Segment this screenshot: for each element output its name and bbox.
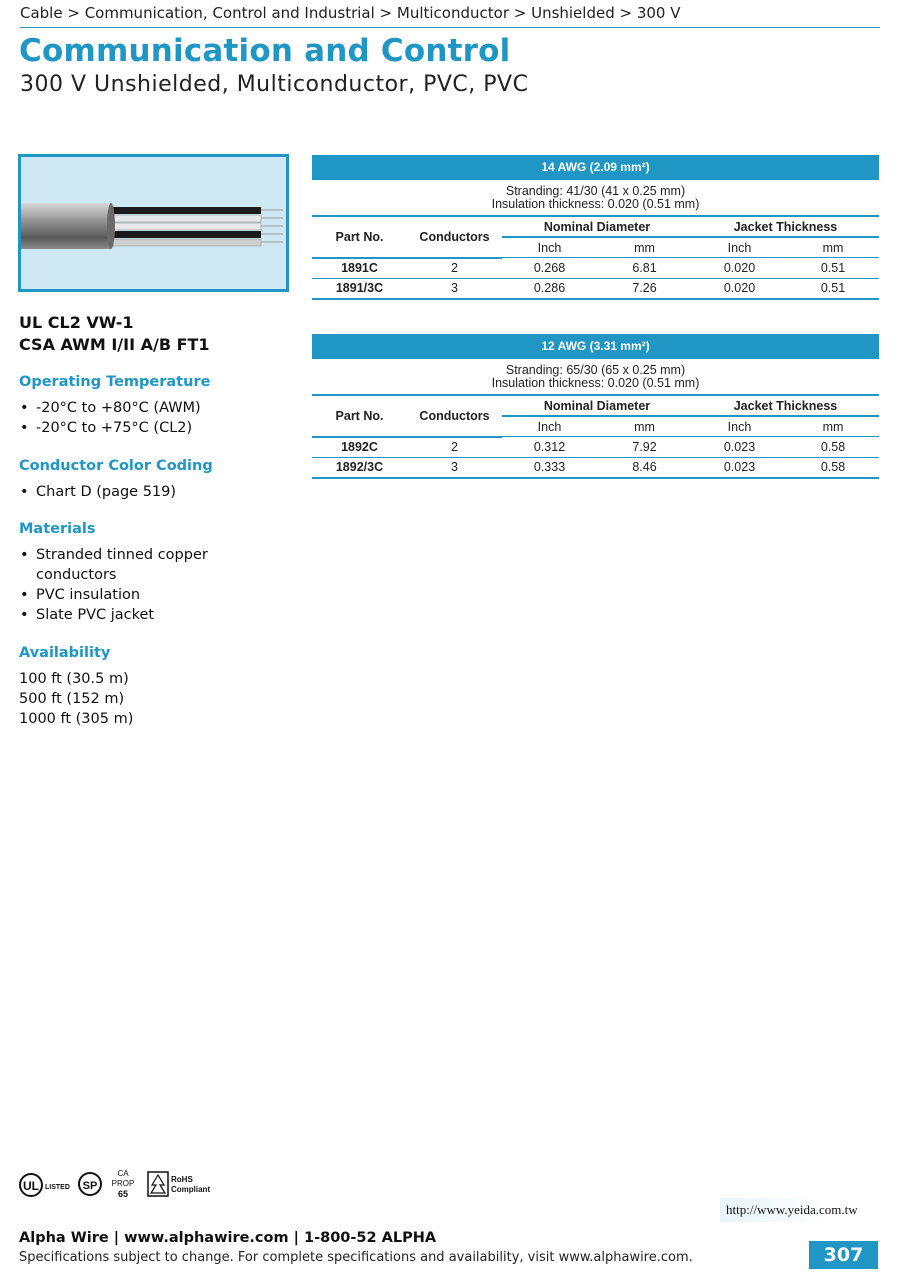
footer-brand: Alpha Wire | www.alphawire.com | 1-800-52 ALPHA [19, 1230, 437, 1246]
conductors-value: 3 [407, 278, 502, 299]
spec-table-12awg [312, 394, 879, 479]
cable-image [18, 154, 289, 292]
diameter-mm: 7.92 [597, 437, 692, 458]
diameter-inch: 0.286 [502, 278, 597, 299]
diameter-inch: 0.333 [502, 457, 597, 478]
svg-text:Compliant: Compliant [171, 1185, 211, 1194]
listings [19, 312, 210, 356]
col-inch: Inch [692, 416, 787, 437]
spec-table-14awg [312, 215, 879, 300]
col-inch: Inch [502, 237, 597, 258]
list-item: • Chart D (page 519) [19, 482, 176, 502]
col-conductors: Conductors [407, 395, 502, 437]
svg-text:SP: SP [82, 1180, 98, 1192]
awg-12-stranding [312, 364, 879, 390]
insulation-text: Insulation thickness: 0.020 (0.51 mm) [491, 376, 700, 390]
col-jacket-thickness: Jacket Thickness [692, 395, 879, 416]
jacket-mm: 0.51 [787, 278, 879, 299]
awg-12-header: 12 AWG (3.31 mm²) [312, 334, 879, 359]
jacket-inch: 0.023 [692, 457, 787, 478]
list-item: 1000 ft (305 m) [19, 711, 134, 727]
col-conductors: Conductors [407, 216, 502, 258]
diameter-mm: 6.81 [597, 258, 692, 279]
listing-csa: CSA AWM I/II A/B FT1 [19, 335, 210, 354]
col-nominal-diameter: Nominal Diameter [502, 395, 692, 416]
col-mm: mm [597, 416, 692, 437]
watermark-url[interactable]: http://www.yeida.com.tw [720, 1198, 878, 1222]
breadcrumb: Cable > Communication, Control and Industrial > Multiconductor > Unshielded > 300 V [20, 4, 880, 28]
list-item: • Slate PVC jacket [19, 605, 259, 625]
svg-text:65: 65 [117, 1189, 129, 1199]
list-item: 100 ft (30.5 m) [19, 671, 129, 687]
svg-text:UL: UL [23, 1179, 39, 1193]
diameter-inch: 0.312 [502, 437, 597, 458]
table-row [312, 258, 879, 279]
svg-text:PROP: PROP [111, 1179, 135, 1188]
col-part-no: Part No. [312, 216, 407, 258]
color-coding-list [19, 482, 176, 502]
jacket-mm: 0.51 [787, 258, 879, 279]
materials-list [19, 545, 259, 625]
svg-text:CA: CA [117, 1169, 129, 1178]
part-number: 1891/3C [312, 278, 407, 299]
part-number: 1892/3C [312, 457, 407, 478]
jacket-inch: 0.020 [692, 258, 787, 279]
certification-logos [19, 1167, 219, 1205]
materials-heading: Materials [19, 521, 96, 537]
stranding-text: Stranding: 41/30 (41 x 0.25 mm) [505, 184, 686, 198]
availability-heading: Availability [19, 645, 111, 661]
list-item: • -20°C to +80°C (AWM) [19, 398, 201, 418]
availability-list [19, 669, 133, 729]
list-item: • PVC insulation [19, 585, 259, 605]
ca-prop65-logo [112, 1169, 135, 1199]
csa-logo [79, 1173, 101, 1195]
col-part-no: Part No. [312, 395, 407, 437]
col-mm: mm [787, 416, 879, 437]
awg-14-stranding [312, 185, 879, 211]
diameter-mm: 7.26 [597, 278, 692, 299]
list-item: 500 ft (152 m) [19, 691, 125, 707]
ul-listed-logo [20, 1174, 70, 1196]
col-inch: Inch [692, 237, 787, 258]
list-item: • -20°C to +75°C (CL2) [19, 418, 201, 438]
color-coding-heading: Conductor Color Coding [19, 458, 213, 474]
listing-ul: UL CL2 VW-1 [19, 313, 134, 332]
col-mm: mm [787, 237, 879, 258]
table-row [312, 457, 879, 478]
list-item: • Stranded tinned copper conductors [19, 545, 259, 585]
diameter-mm: 8.46 [597, 457, 692, 478]
part-number: 1892C [312, 437, 407, 458]
part-number: 1891C [312, 258, 407, 279]
rohs-logo [148, 1172, 210, 1196]
conductors-value: 2 [407, 258, 502, 279]
operating-temperature-list [19, 398, 201, 438]
col-mm: mm [597, 237, 692, 258]
col-inch: Inch [502, 416, 597, 437]
jacket-mm: 0.58 [787, 437, 879, 458]
col-jacket-thickness: Jacket Thickness [692, 216, 879, 237]
diameter-inch: 0.268 [502, 258, 597, 279]
insulation-text: Insulation thickness: 0.020 (0.51 mm) [491, 197, 700, 211]
col-nominal-diameter: Nominal Diameter [502, 216, 692, 237]
awg-14-header: 14 AWG (2.09 mm²) [312, 155, 879, 180]
conductors-value: 3 [407, 457, 502, 478]
table-row [312, 437, 879, 458]
page-number: 307 [809, 1241, 878, 1269]
conductors-value: 2 [407, 437, 502, 458]
jacket-inch: 0.023 [692, 437, 787, 458]
cable-illustration [21, 157, 286, 289]
jacket-mm: 0.58 [787, 457, 879, 478]
stranding-text: Stranding: 65/30 (65 x 0.25 mm) [505, 363, 686, 377]
svg-text:LISTED: LISTED [45, 1184, 70, 1191]
footer-note: Specifications subject to change. For complete specifications and availability, visit www.alphawire.com. [19, 1250, 693, 1265]
jacket-inch: 0.020 [692, 278, 787, 299]
table-row [312, 278, 879, 299]
operating-temperature-heading: Operating Temperature [19, 374, 211, 390]
page-title: Communication and Control [19, 33, 511, 69]
svg-text:RoHS: RoHS [171, 1175, 193, 1184]
page-subtitle: 300 V Unshielded, Multiconductor, PVC, PVC [20, 72, 529, 97]
